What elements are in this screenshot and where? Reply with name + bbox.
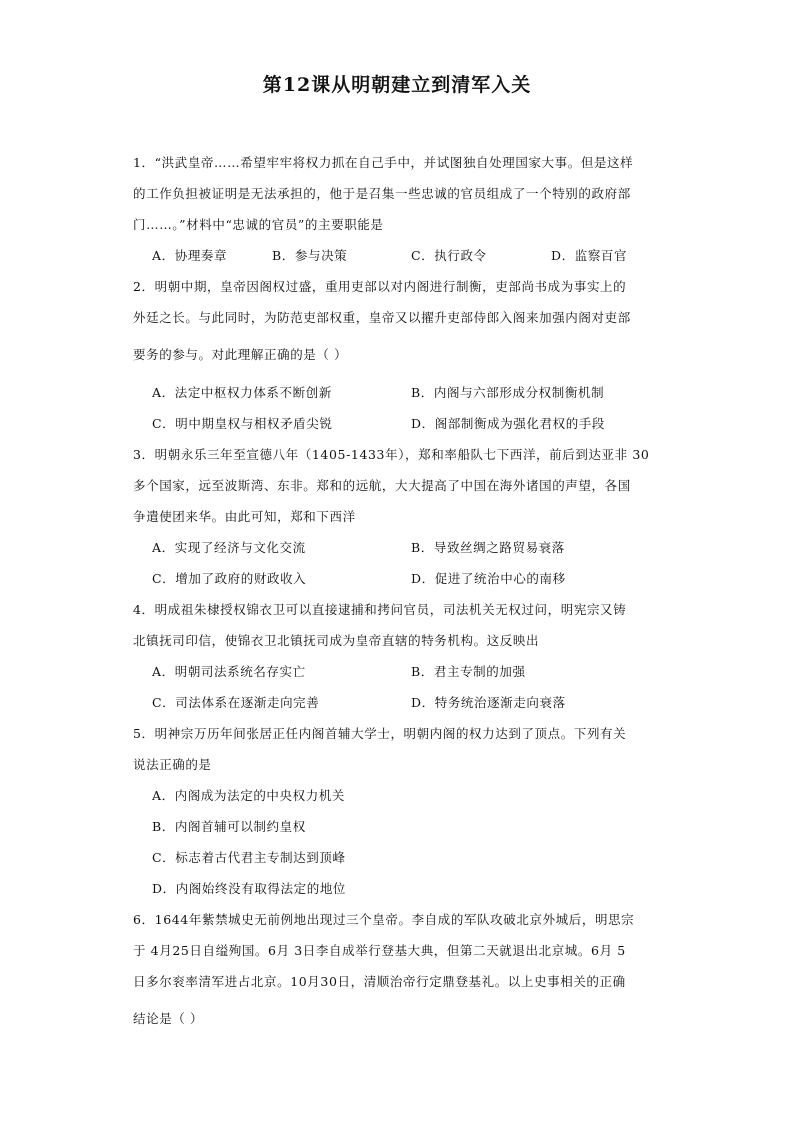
q5-option-c: C．标志着古代君主专制达到顶峰	[152, 850, 346, 865]
q6-line-1: 6．1644年紫禁城史无前例地出现过三个皇帝。李自成的军队攻破北京外城后，明思宗	[133, 912, 635, 927]
q3-line-3: 争遣使团来华。由此可知，郑和下西洋	[133, 509, 356, 524]
page-title: 第12课从明朝建立到清军入关	[262, 74, 532, 96]
q4-line-2: 北镇抚司印信，使锦衣卫北镇抚司成为皇帝直辖的特务机构。这反映出	[133, 633, 540, 648]
q3-option-d: D．促进了统治中心的南移	[411, 571, 566, 586]
q2-line-2: 外廷之长。与此同时，为防范吏部权重，皇帝又以擢升吏部侍郎入阁来加强内阁对吏部	[133, 310, 631, 325]
q3-line-1: 3．明朝永乐三年至宣德八年（1405-1433年），郑和率船队七下西洋，前后到达亚非 30	[133, 447, 650, 462]
q3-option-b: B．导致丝绸之路贸易衰落	[411, 540, 565, 555]
q6-line-2: 于 4月25日自缢殉国。6月 3日李自成举行登基大典，但第二天就退出北京城。6月 5	[133, 943, 626, 958]
q2-option-d: D．阁部制衡成为强化君权的手段	[411, 416, 606, 431]
q1-option-d: D．监察百官	[551, 248, 628, 263]
q1-line-3: 门……。”材料中“忠诚的官员”的主要职能是	[133, 217, 384, 232]
q2-option-c: C．明中期皇权与相权矛盾尖锐	[152, 416, 333, 431]
q5-line-2: 说法正确的是	[133, 757, 212, 772]
q1-option-a: A．协理奏章	[152, 248, 228, 263]
q6-line-3: 日多尔衮率清军进占北京。10月30日，清顺治帝行定鼎登基礼。以上史事相关的正确	[133, 974, 626, 989]
q3-option-c: C．增加了政府的财政收入	[152, 571, 307, 586]
q4-option-b: B．君主专制的加强	[411, 664, 526, 679]
q1-line-1: 1．“洪武皇帝……希望牢牢将权力抓在自己手中，并试图独自处理国家大事。但是这样	[133, 155, 634, 170]
q4-option-c: C．司法体系在逐渐走向完善	[152, 695, 320, 710]
q5-option-a: A．内阁成为法定的中央权力机关	[152, 788, 346, 803]
q2-option-b: B．内阁与六部形成分权制衡机制	[411, 385, 605, 400]
q3-option-a: A．实现了经济与文化交流	[152, 540, 306, 555]
q5-option-b: B．内阁首辅可以制约皇权	[152, 819, 306, 834]
q5-option-d: D．内阁始终没有取得法定的地位	[152, 881, 347, 896]
q2-line-3: 要务的参与。对此理解正确的是（ ）	[133, 347, 348, 362]
q6-line-4: 结论是（ ）	[133, 1011, 204, 1026]
q1-option-b: B．参与决策	[272, 248, 348, 263]
q2-option-a: A．法定中枢权力体系不断创新	[152, 385, 332, 400]
q4-option-a: A．明朝司法系统名存实亡	[152, 664, 306, 679]
q1-option-c: C．执行政令	[411, 248, 487, 263]
q5-line-1: 5．明神宗万历年间张居正任内阁首辅大学士，明朝内阁的权力达到了顶点。下列有关	[133, 726, 627, 741]
q4-option-d: D．特务统治逐渐走向衰落	[411, 695, 566, 710]
q2-line-1: 2．明朝中期，皇帝因阁权过盛，重用吏部以对内阁进行制衡，吏部尚书成为事实上的	[133, 279, 627, 294]
q1-line-2: 的工作负担被证明是无法承担的，他于是召集一些忠诚的官员组成了一个特别的政府部	[133, 186, 631, 201]
q4-line-1: 4．明成祖朱棣授权锦衣卫可以直接逮捕和拷问官员，司法机关无权过问，明宪宗又铸	[133, 602, 627, 617]
q3-line-2: 多个国家，远至波斯湾、东非。郑和的远航，大大提高了中国在海外诸国的声望，各国	[133, 478, 631, 493]
